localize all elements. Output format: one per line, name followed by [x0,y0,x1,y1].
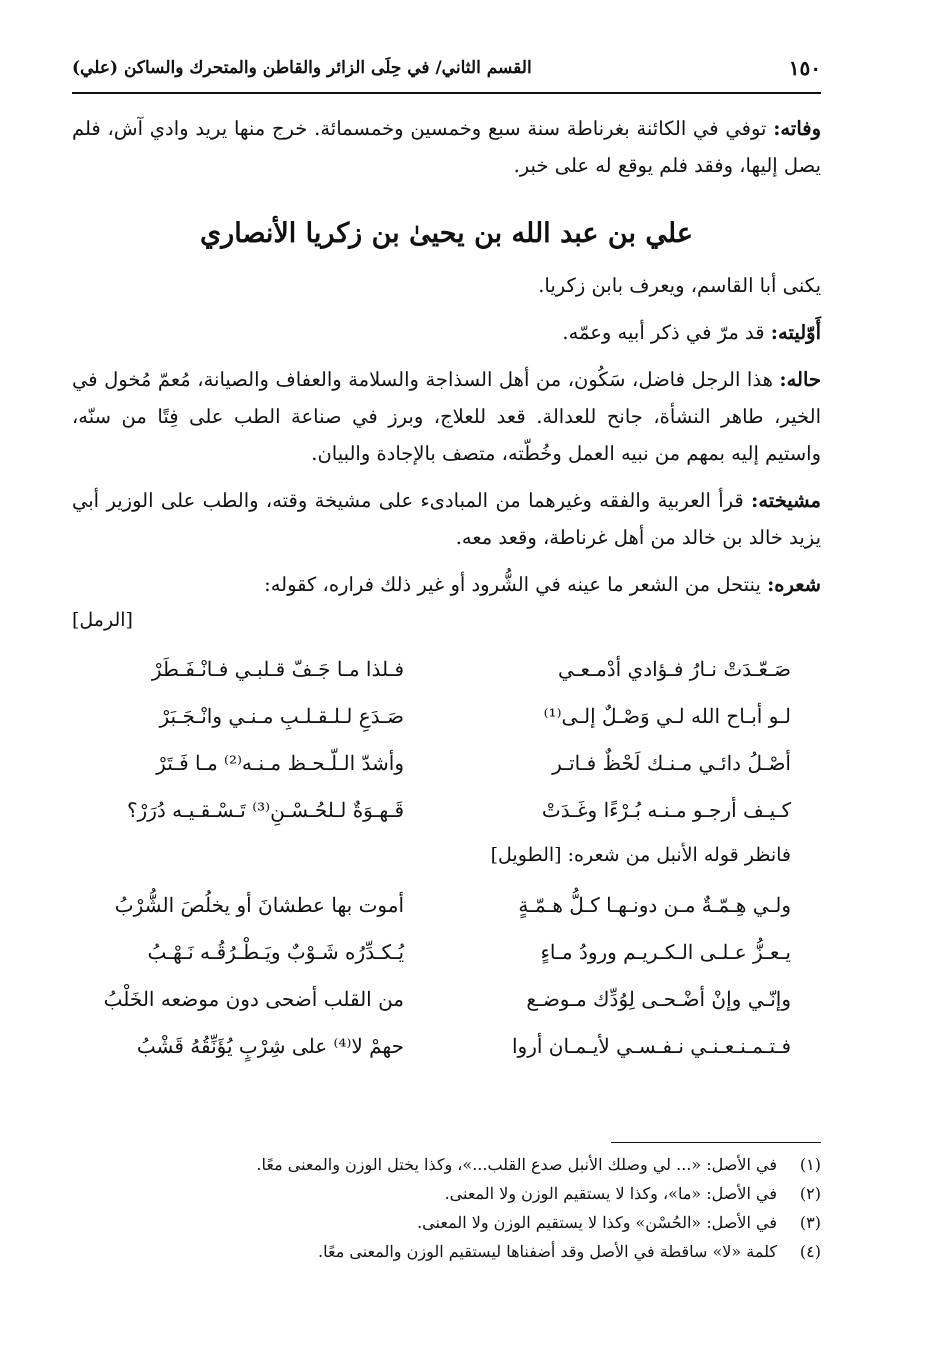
verse-first-hemistich: أصْـلُ دائـي مـنـك لَحْظٌ فـاتـر [552,750,791,775]
page-number: ١٥٠ [788,56,821,80]
verse-second-hemistich: صَـدَعِ لـلـقـلـبِ مـنـي وانْـجَـبَرْ [159,703,405,728]
footnote [72,1179,821,1208]
meter-tawil: [الطويل] [490,844,562,866]
footnote-number: (١) [799,1155,821,1174]
haluhu-label: حاله: [779,368,821,391]
shiruhu-text: ينتحل من الشعر ما عينه في الشُّرود أو غير ذلك فراره، كقوله: [264,573,761,596]
shiruhu-label: شعره: [767,573,821,596]
meter-ramal: [الرمل] [72,609,133,631]
verse-first-hemistich: كـيـف أرجـو مـنـه بُـرْءًا وغَـدَتْ [541,797,791,822]
footnote-text: كلمة «لا» ساقطة في الأصل وقد أضفناها ليستقيم الوزن والمعنى معًا. [318,1242,777,1261]
verse-second-hemistich: وأشدّ الـلّـحـظ مـنـه⁽²⁾ مـا فَـتَرْ [156,750,405,775]
verse-second-hemistich: فـلذا مـا جَـفّ قـلبـي فـانْـفَـطَرْ [151,656,405,681]
footnote-number: (٣) [799,1213,821,1232]
footnote-number: (٤) [799,1242,821,1261]
awwaliyya-text: قد مرّ في ذكر أبيه وعمّه. [562,321,765,344]
verse-first-hemistich: وإنّـي وإنْ أضْـحـى لِوُدِّك مـوضـع [526,986,791,1011]
mashyakha-text: قرأ العربية والفقه وغيرهما من المبادىء على مشيخة وقته، والطب على الوزير أبي يزيد خالد بن خالد من أهل غرناطة، وقعد معه. [72,489,821,549]
footnote [72,1237,821,1266]
kunya-paragraph: يكنى أبا القاسم، ويعرف بابن زكريا. [538,274,821,297]
entry-title: علي بن عبد الله بن يحيىٰ بن زكريا الأنصاري [200,218,693,249]
running-title: القسم الثاني/ في حِلَى الزائر والقاطن والمتحرك والساكن (علي) [72,58,532,78]
verse-first-hemistich: فـتـمـنـعـنـي نـفـسـي لأيـمـان أروا [511,1033,791,1058]
poem-intro-text: فانظر قوله الأنبل من شعره: [567,844,791,866]
footnote-text: في الأصل: «ما»، وكذا لا يستقيم الوزن ولا المعنى. [444,1184,777,1203]
verse-first-hemistich: لـو أبـاح الله لـي وَصْـلٌ إلـى⁽¹⁾ [543,703,791,728]
footnotes [72,1150,821,1266]
verse-second-hemistich: حهمْ لا⁽⁴⁾ على شِرْبٍ يُؤَنِّقُهُ قَشْبُ [136,1033,405,1058]
verse-first-hemistich: ولـي هِـمّـةٌ مـن دونـهـا كـلُّ هـمّـةٍ [518,892,791,917]
death-label: وفاته: [773,117,821,140]
verse-second-hemistich: قَـهـوَةٌ لـلحُـسْـنِ⁽³⁾ تَـسْـقـيـه دُرَرْ؟ [126,797,405,822]
footnote-number: (٢) [799,1184,821,1203]
mashyakha-label: مشيخته: [751,489,822,512]
footnote [72,1150,821,1179]
footnote-text: في الأصل: «الحُسْن» وكذا لا يستقيم الوزن ولا المعنى. [417,1213,777,1232]
haluhu-text: هذا الرجل فاضل، سَكُون، من أهل السذاجة والسلامة والعفاف والصيانة، مُعمّ مُخول في الخير، طاهر النشأة، جانح للعدالة. قعد للعلاج، وبرز في صناعة الطب على فِتًا من سنّه، واستيم إليه بمهم من نبيه العمل وخُطّته، متصف بالإجادة والبيان. [72,368,821,465]
verse-second-hemistich: يُـكـدِّرُه شَـوْبٌ ويَـطْـرُقُـه نَـهْـبُ [147,939,405,964]
death-text: توفي في الكائنة بغرناطة سنة سبع وخمسين وخمسمائة. خرج منها يريد وادي آش، فلم يصل إليها، وفقد فلم يوقع له على خبر. [72,117,821,177]
verse-first-hemistich: صَـعّـدَتْ نـارُ فـؤادي أدْمـعـي [557,656,791,681]
footnote-text: في الأصل: «... لي وصلك الأنبل صدع القلب...»، وكذا يختل الوزن والمعنى معًا. [256,1155,777,1174]
verse-first-hemistich: يـعـزُّ عـلـى الـكـريـم ورودُ مـاءٍ [540,939,791,964]
footnote [72,1208,821,1237]
footnote-area [72,0,821,1369]
footnote-separator [611,1142,821,1143]
awwaliyya-label: أَوّليته: [770,321,821,344]
verse-second-hemistich: أموت بها عطشانَ أو يخلُصَ الشُّرْبُ [114,892,405,917]
verse-second-hemistich: من القلب أضحى دون موضعه الخَلْبُ [103,986,405,1011]
